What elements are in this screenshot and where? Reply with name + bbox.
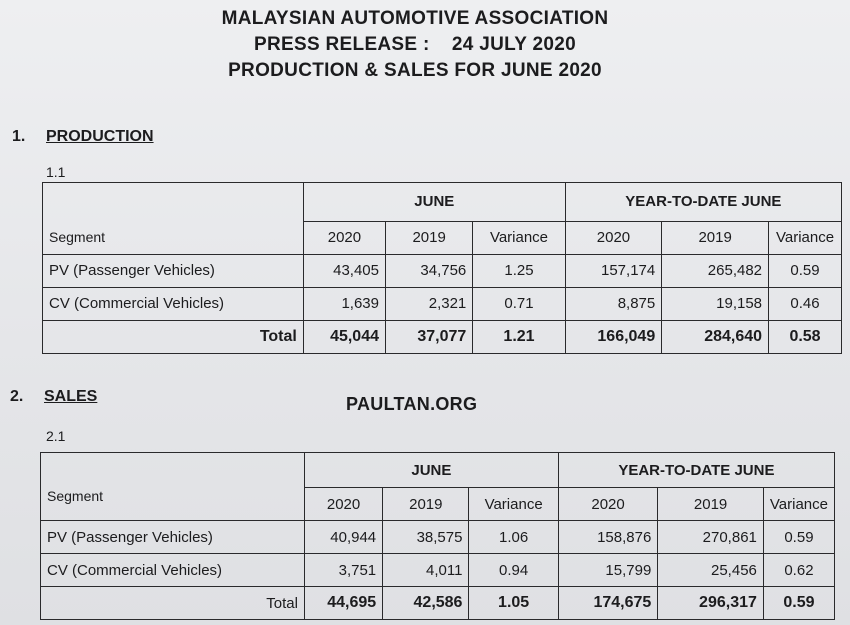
segment-header: Segment <box>43 221 304 254</box>
table-row <box>43 254 842 287</box>
total-ytd-2019: 284,640 <box>662 320 769 353</box>
section-title: PRODUCTION <box>46 128 154 145</box>
section-number: 2. <box>10 388 24 405</box>
june-group-header: JUNE <box>303 183 565 222</box>
col-ytd-2019: 2019 <box>658 488 764 521</box>
ytd-2019-cell: 25,456 <box>658 554 764 587</box>
ytd-group-header: YEAR-TO-DATE JUNE <box>565 183 841 222</box>
table-group-header-row <box>41 453 835 488</box>
total-june-2019: 37,077 <box>386 320 473 353</box>
col-june-2019: 2019 <box>383 488 469 521</box>
document-title: PRODUCTION & SALES FOR JUNE 2020 <box>228 60 602 81</box>
col-ytd-2020: 2020 <box>565 221 662 254</box>
ytd-variance-cell: 0.62 <box>763 554 834 587</box>
total-june-variance: 1.05 <box>469 587 558 620</box>
table-total-row <box>43 320 842 353</box>
total-june-2019: 42,586 <box>383 587 469 620</box>
sales-table <box>40 452 835 620</box>
table-row <box>43 287 842 320</box>
segment-header: Segment <box>41 488 305 521</box>
document-header <box>150 6 680 84</box>
col-june-variance: Variance <box>473 221 565 254</box>
june-2020-cell: 43,405 <box>303 254 385 287</box>
ytd-2020-cell: 8,875 <box>565 287 662 320</box>
col-june-2020: 2020 <box>304 488 382 521</box>
segment-header-top <box>41 453 305 488</box>
table-total-row <box>41 587 835 620</box>
ytd-group-header: YEAR-TO-DATE JUNE <box>558 453 834 488</box>
production-table <box>42 182 842 354</box>
table-column-header-row <box>41 488 835 521</box>
segment-cell: PV (Passenger Vehicles) <box>43 254 304 287</box>
segment-cell: CV (Commercial Vehicles) <box>41 554 305 587</box>
col-ytd-variance: Variance <box>769 221 842 254</box>
total-label: Total <box>41 587 305 620</box>
ytd-variance-cell: 0.59 <box>763 521 834 554</box>
press-release-date: PRESS RELEASE : 24 JULY 2020 <box>254 34 576 55</box>
june-2019-cell: 34,756 <box>386 254 473 287</box>
ytd-2020-cell: 158,876 <box>558 521 658 554</box>
june-2020-cell: 40,944 <box>304 521 382 554</box>
total-june-2020: 45,044 <box>303 320 385 353</box>
total-june-variance: 1.21 <box>473 320 565 353</box>
sales-sub-number: 2.1 <box>46 428 66 444</box>
ytd-2020-cell: 157,174 <box>565 254 662 287</box>
table-column-header-row <box>43 221 842 254</box>
june-variance-cell: 1.06 <box>469 521 558 554</box>
june-variance-cell: 0.94 <box>469 554 558 587</box>
segment-cell: CV (Commercial Vehicles) <box>43 287 304 320</box>
june-variance-cell: 0.71 <box>473 287 565 320</box>
ytd-2019-cell: 270,861 <box>658 521 764 554</box>
ytd-2019-cell: 19,158 <box>662 287 769 320</box>
table-group-header-row <box>43 183 842 222</box>
col-june-variance: Variance <box>469 488 558 521</box>
segment-cell: PV (Passenger Vehicles) <box>41 521 305 554</box>
col-june-2020: 2020 <box>303 221 385 254</box>
segment-header-top <box>43 183 304 222</box>
ytd-2020-cell: 15,799 <box>558 554 658 587</box>
production-section-heading <box>12 128 212 148</box>
total-label: Total <box>43 320 304 353</box>
june-group-header: JUNE <box>304 453 558 488</box>
col-ytd-2020: 2020 <box>558 488 658 521</box>
june-2019-cell: 4,011 <box>383 554 469 587</box>
total-ytd-2020: 166,049 <box>565 320 662 353</box>
june-variance-cell: 1.25 <box>473 254 565 287</box>
total-june-2020: 44,695 <box>304 587 382 620</box>
ytd-variance-cell: 0.59 <box>769 254 842 287</box>
total-ytd-2020: 174,675 <box>558 587 658 620</box>
total-ytd-variance: 0.58 <box>769 320 842 353</box>
ytd-variance-cell: 0.46 <box>769 287 842 320</box>
total-ytd-variance: 0.59 <box>763 587 834 620</box>
june-2020-cell: 1,639 <box>303 287 385 320</box>
section-number: 1. <box>12 128 26 145</box>
section-title: SALES <box>44 388 98 405</box>
production-sub-number: 1.1 <box>46 164 66 180</box>
col-ytd-2019: 2019 <box>662 221 769 254</box>
sales-section-heading <box>10 388 210 408</box>
col-ytd-variance: Variance <box>763 488 834 521</box>
table-row <box>41 521 835 554</box>
june-2020-cell: 3,751 <box>304 554 382 587</box>
june-2019-cell: 38,575 <box>383 521 469 554</box>
col-june-2019: 2019 <box>386 221 473 254</box>
table-row <box>41 554 835 587</box>
watermark: PAULTAN.ORG <box>346 394 478 414</box>
june-2019-cell: 2,321 <box>386 287 473 320</box>
association-name: MALAYSIAN AUTOMOTIVE ASSOCIATION <box>221 8 609 29</box>
total-ytd-2019: 296,317 <box>658 587 764 620</box>
ytd-2019-cell: 265,482 <box>662 254 769 287</box>
